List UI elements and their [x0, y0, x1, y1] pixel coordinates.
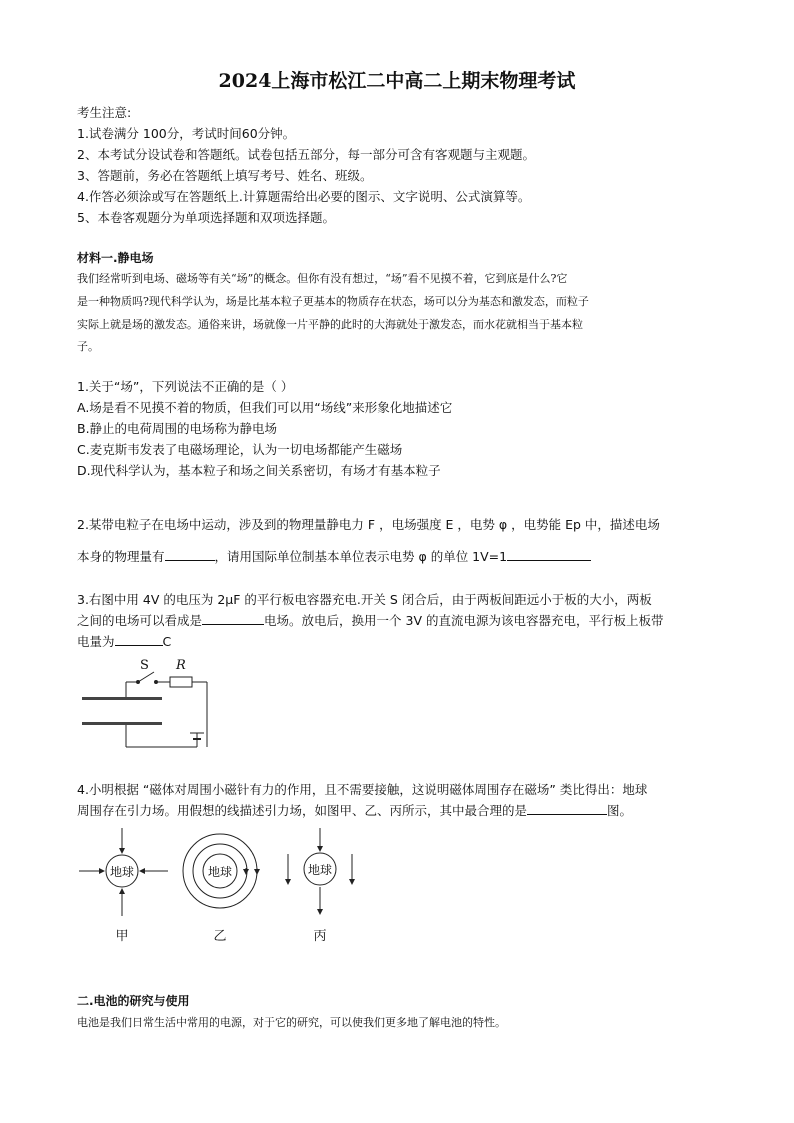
notice-heading: 考生注意:	[77, 105, 132, 120]
q3-answer-blank-1[interactable]	[202, 612, 264, 625]
q3-text-d: C	[162, 634, 172, 649]
material1-heading: 材料一.静电场	[77, 251, 154, 265]
q1-option-a: A.场是看不见摸不着的物质，但我们可以用“场线”来形象化地描述它	[77, 400, 453, 415]
gravity-field-figures	[76, 824, 366, 946]
q3-answer-blank-2[interactable]	[115, 633, 163, 646]
material1-line: 实际上就是场的激发态。通俗来讲，场就像一片平静的此时的大海就处于激发态，而水花就相当于基本粒	[77, 318, 583, 331]
resistor-label: R	[176, 658, 186, 673]
q3-line1: 3.右图中用 4V 的电压为 2μF 的平行板电容器充电.开关 S 闭合后，由于两板间距远小于板的大小，两板	[77, 592, 652, 607]
q2-answer-blank-1[interactable]	[165, 548, 215, 561]
material1-line: 是一种物质吗?现代科学认为，场是比基本粒子更基本的物质存在状态，场可以分为基态和激发态，而粒子	[77, 295, 589, 308]
material1-line: 子。	[77, 340, 99, 353]
notice-item: 3、答题前，务必在答题纸上填写考号、姓名、班级。	[77, 168, 373, 183]
q4-text-b: 图。	[607, 803, 633, 818]
q4-text-a: 周围存在引力场。用假想的线描述引力场，如图甲、乙、丙所示，其中最合理的是	[77, 803, 528, 818]
q2-text-a: 本身的物理量有	[77, 549, 165, 564]
q2-answer-blank-2[interactable]	[507, 548, 591, 561]
exam-title: 2024上海市松江二中高二上期末物理考试	[218, 70, 576, 92]
material2-heading: 二.电池的研究与使用	[77, 994, 190, 1008]
figure-bing	[288, 828, 352, 944]
figure-yi	[183, 834, 257, 944]
earth-label: 地球	[207, 865, 233, 879]
q2-line2	[77, 547, 591, 565]
figure-jia	[79, 828, 168, 944]
q3-line3	[77, 632, 171, 650]
notice-item: 4.作答必须涂或写在答题纸上.计算题需给出必要的图示、文字说明、公式演算等。	[77, 189, 531, 204]
material1-line: 我们经常听到电场、磁场等有关“场”的概念。但你有没有想过，“场”看不见摸不着，它到底是什么?它	[77, 272, 568, 285]
q4-line2	[77, 801, 632, 819]
q4-line1: 4.小明根据 “磁体对周围小磁针有力的作用，且不需要接触，这说明磁体周围存在磁场” 类比得出：地球	[77, 782, 648, 797]
q2-line1: 2.某带电粒子在电场中运动，涉及到的物理量静电力 F ，电场强度 E ，电势 φ ，电势能 Ep 中，描述电场	[77, 517, 660, 532]
q2-text-b: ，请用国际单位制基本单位表示电势 φ 的单位 1V=1	[214, 549, 508, 564]
q1-option-c: C.麦克斯韦发表了电磁场理论，认为一切电场都能产生磁场	[77, 442, 403, 457]
q3-text-a: 之间的电场可以看成是	[77, 613, 203, 628]
notice-item: 5、本卷客观题分为单项选择题和双项选择题。	[77, 210, 335, 225]
capacitor-circuit-diagram	[80, 655, 220, 755]
figure-label-yi: 乙	[213, 929, 227, 944]
q1-stem: 1.关于“场”，下列说法不正确的是（ ）	[77, 379, 294, 394]
material2-line: 电池是我们日常生活中常用的电源，对于它的研究，可以使我们更多地了解电池的特性。	[77, 1016, 506, 1029]
q4-answer-blank[interactable]	[527, 802, 607, 815]
earth-label: 地球	[307, 863, 333, 877]
q3-text-c: 电量为	[77, 634, 115, 649]
q1-option-b: B.静止的电荷周围的电场称为静电场	[77, 421, 278, 436]
notice-item: 2、本考试分设试卷和答题纸。试卷包括五部分，每一部分可含有客观题与主观题。	[77, 147, 535, 162]
figure-label-jia: 甲	[115, 929, 129, 944]
q1-option-d: D.现代科学认为，基本粒子和场之间关系密切，有场才有基本粒子	[77, 463, 441, 478]
earth-label: 地球	[109, 865, 135, 879]
notice-item: 1.试卷满分 100分，考试时间60分钟。	[77, 126, 296, 141]
q3-line2	[77, 611, 663, 629]
q3-text-b: 电场。放电后，换用一个 3V 的直流电源为该电容器充电，平行板上板带	[264, 613, 664, 628]
switch-label: S	[140, 658, 149, 673]
figure-label-bing: 丙	[313, 929, 327, 944]
